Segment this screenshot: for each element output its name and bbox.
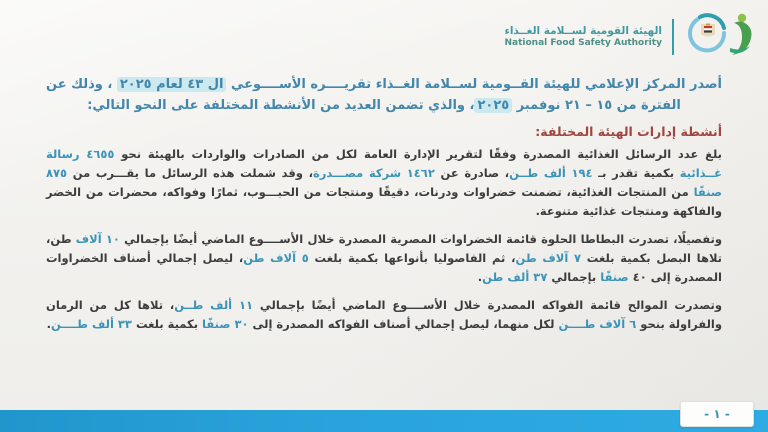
nfsa-logo-icon <box>680 10 758 64</box>
page-number-badge: - ١ - <box>680 401 754 427</box>
report-paragraph-fruits: وتصدرت الموالح قائمة الفواكه المصدرة خلال الأســــوع الماضي أيضًا بإجمالي ١١ ألف طــن، تلاها كل من الرمان والفراولة بنحو ٦ آلاف طــــن لكل منهما، ليصل إجمالي أصناف الفواكه المصدرة إلى ٣٠ صنفًا بكمية بلغت ٣٣ ألف طــــن. <box>46 298 722 331</box>
footer-bar <box>0 410 768 432</box>
brand-name-english: National Food Safety Authority <box>504 37 662 48</box>
header <box>0 0 768 62</box>
eagle-emblem-icon <box>701 24 715 37</box>
header-divider <box>672 19 674 55</box>
brand-name-arabic: الهيئة القومية لســلامة الغــذاء <box>504 24 662 37</box>
intro-paragraph: أصدر المركز الإعلامي للهيئة القــومية لســلامة الغــذاء تقريــــره الأســــوعي ال ٤٣ لعام ٢٠٢٥ ، وذلك عن الفترة من ١٥ – ٢١ نوفمبر ٢٠٢٥، والذي تضمن العديد من الأنشطة المختلفة على النحو التالي: <box>46 77 722 113</box>
brand-block <box>504 25 662 49</box>
section-heading: أنشطة إدارات الهيئة المختلفة: <box>535 124 722 139</box>
report-paragraph-exports: بلغ عدد الرسائل الغذائية المصدرة وفقًا لتقرير الإدارة العامة لكل من الصادرات والواردات بالهيئة نحو ٤٦٥٥ رسالة غــذائية بكمية تقدر بـ ١٩٤ ألف طــن، صادرة عن ١٤٦٢ شركة مصـــدرة، وقد شملت هذه الرسائل ما يقـــرب من ٨٧٥ صنفًا من المنتجات الغذائية، تضمنت خضراوات ودرنات، دقيقًا ومنتجات من الحبـــوب، ثمارًا وفواكه، محضرات من الخضر والفاكهة ومنتجات غذائية متنوعة. <box>46 147 722 218</box>
report-body <box>0 62 768 334</box>
report-paragraph-vegetables: وتفصيلًا، تصدرت البطاطا الحلوة قائمة الخضراوات المصرية المصدرة خلال الأســــوع الماضي أيضًا بإجمالي ١٠ آلاف طن، تلاها البصل بكمية بلغت ٧ آلاف طن، ثم الفاصوليا بأنواعها بكمية بلغت ٥ آلاف طن، ليصل إجمالي أصناف الخضراوات المصدرة إلى ٤٠ صنفًا بإجمالي ٣٧ ألف طن. <box>46 232 722 284</box>
